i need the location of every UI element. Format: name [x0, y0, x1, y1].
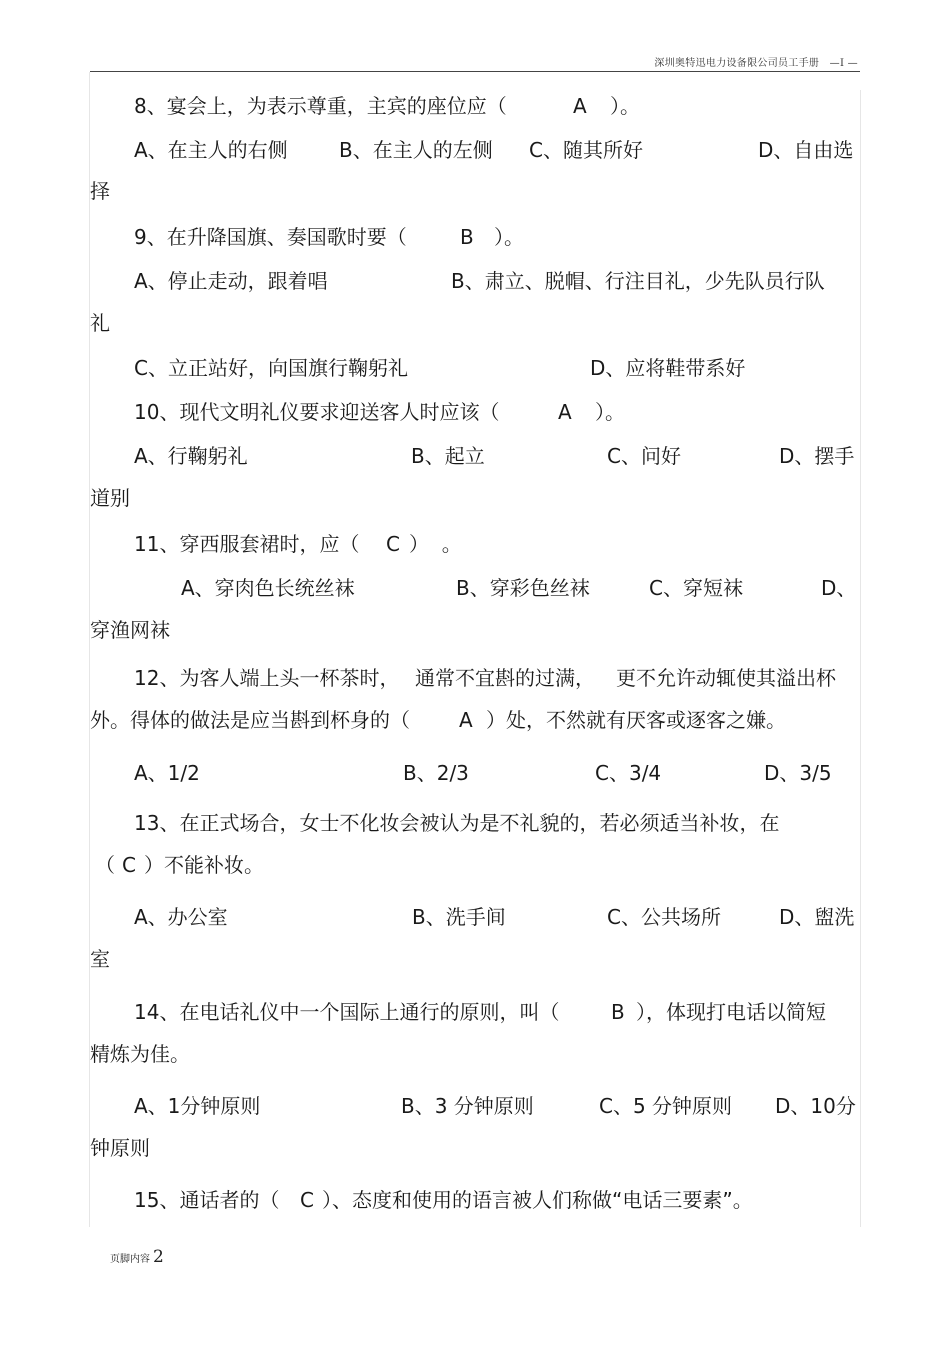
question-12-stem-line2: 外。得体的做法是应当斟到杯身的（	[90, 708, 410, 732]
question-9-option-b: B、肃立、脱帽、行注目礼，少先队员行队	[451, 269, 825, 293]
question-8-option-c: C、随其所好	[529, 138, 643, 162]
question-10-option-c: C、问好	[607, 444, 681, 468]
question-11-option-c: C、穿短袜	[649, 576, 743, 600]
question-10-answer: A	[558, 400, 572, 424]
question-15-answer: C	[300, 1188, 314, 1212]
question-14-answer: B	[611, 1000, 625, 1024]
footer-page-number: 2	[153, 1247, 164, 1267]
question-13-wrap: 室	[90, 947, 110, 971]
page-footer	[110, 1247, 164, 1267]
question-12-stem-end: ）处，不然就有厌客或逐客之嫌。	[486, 708, 786, 732]
question-10-stem-end: ）。	[595, 400, 625, 424]
question-10-stem: 10、现代文明礼仪要求迎送客人时应该（	[134, 400, 500, 424]
question-14-option-a: A、1分钟原则	[134, 1094, 261, 1118]
question-13-option-b: B、洗手间	[412, 905, 506, 929]
header-title: 深圳奥特迅电力设备限公司员工手册	[654, 58, 820, 69]
question-12-stem-part2: 通常不宜斟的过满，	[415, 666, 595, 690]
question-11-option-a: A、穿肉色长统丝袜	[181, 576, 355, 600]
footer-label: 页脚内容	[110, 1254, 150, 1265]
question-10-option-d: D、摆手	[779, 444, 855, 468]
question-12-stem-part1: 12、为客人端上头一杯茶时，	[134, 666, 400, 690]
question-9-wrap: 礼	[90, 311, 110, 335]
question-11-answer: C	[386, 532, 400, 556]
question-13-stem-end: ）不能补妆。	[144, 853, 264, 877]
question-8-option-d: D、自由选	[758, 138, 854, 162]
question-13-answer: C	[122, 853, 136, 877]
question-14-stem-line2: 精炼为佳。	[90, 1042, 190, 1066]
question-14-option-d: D、10分	[775, 1094, 856, 1118]
question-9-stem-end: ）。	[494, 225, 524, 249]
question-8-option-a: A、在主人的右侧	[134, 138, 288, 162]
question-10-option-b: B、起立	[411, 444, 485, 468]
question-8-answer: A	[573, 94, 587, 118]
question-12-option-d: D、3/5	[764, 761, 832, 785]
question-14-wrap: 钟原则	[90, 1136, 150, 1160]
question-14-option-b: B、3 分钟原则	[401, 1094, 534, 1118]
question-9-option-d: D、应将鞋带系好	[590, 356, 746, 380]
question-12-stem-part3: 更不允许动辄使其溢出杯	[616, 666, 836, 690]
question-9-option-a: A、停止走动，跟着唱	[134, 269, 328, 293]
question-13-stem-line2-start: （	[95, 853, 115, 877]
header-page-marker: —I —	[829, 58, 858, 69]
question-11-option-b: B、穿彩色丝袜	[456, 576, 590, 600]
question-13-option-c: C、公共场所	[607, 905, 721, 929]
question-10-option-a: A、行鞠躬礼	[134, 444, 248, 468]
question-11-stem-end: ） 。	[409, 532, 462, 556]
question-8-stem-end: ）。	[610, 94, 640, 118]
question-14-stem: 14、在电话礼仪中一个国际上通行的原则，叫（	[134, 1000, 560, 1024]
question-13-option-d: D、盥洗	[779, 905, 855, 929]
question-13-option-a: A、办公室	[134, 905, 228, 929]
question-10-wrap: 道别	[90, 486, 130, 510]
question-15-stem: 15、通话者的（	[134, 1188, 280, 1212]
question-8-option-b: B、在主人的左侧	[339, 138, 493, 162]
question-12-option-b: B、2/3	[403, 761, 469, 785]
question-9-answer: B	[460, 225, 474, 249]
question-14-stem-end: ），体现打电话以简短	[636, 1000, 826, 1024]
question-11-wrap: 穿渔网袜	[90, 618, 170, 642]
question-11-stem: 11、穿西服套裙时，应（	[134, 532, 360, 556]
question-9-stem: 9、在升降国旗、奏国歌时要（	[134, 225, 407, 249]
question-12-option-a: A、1/2	[134, 761, 200, 785]
question-11-option-d: D、	[821, 576, 857, 600]
question-12-option-c: C、3/4	[595, 761, 662, 785]
question-8-wrap: 择	[90, 179, 110, 203]
question-13-stem: 13、在正式场合，女士不化妆会被认为是不礼貌的，若必须适当补妆，在	[134, 811, 780, 835]
question-9-option-c: C、立正站好，向国旗行鞠躬礼	[134, 356, 408, 380]
question-8-stem: 8、宴会上，为表示尊重，主宾的座位应（	[134, 94, 507, 118]
question-14-option-c: C、5 分钟原则	[599, 1094, 733, 1118]
question-12-answer: A	[459, 708, 473, 732]
question-15-stem-end: ）、态度和使用的语言被人们称做“电话三要素”。	[322, 1188, 753, 1212]
